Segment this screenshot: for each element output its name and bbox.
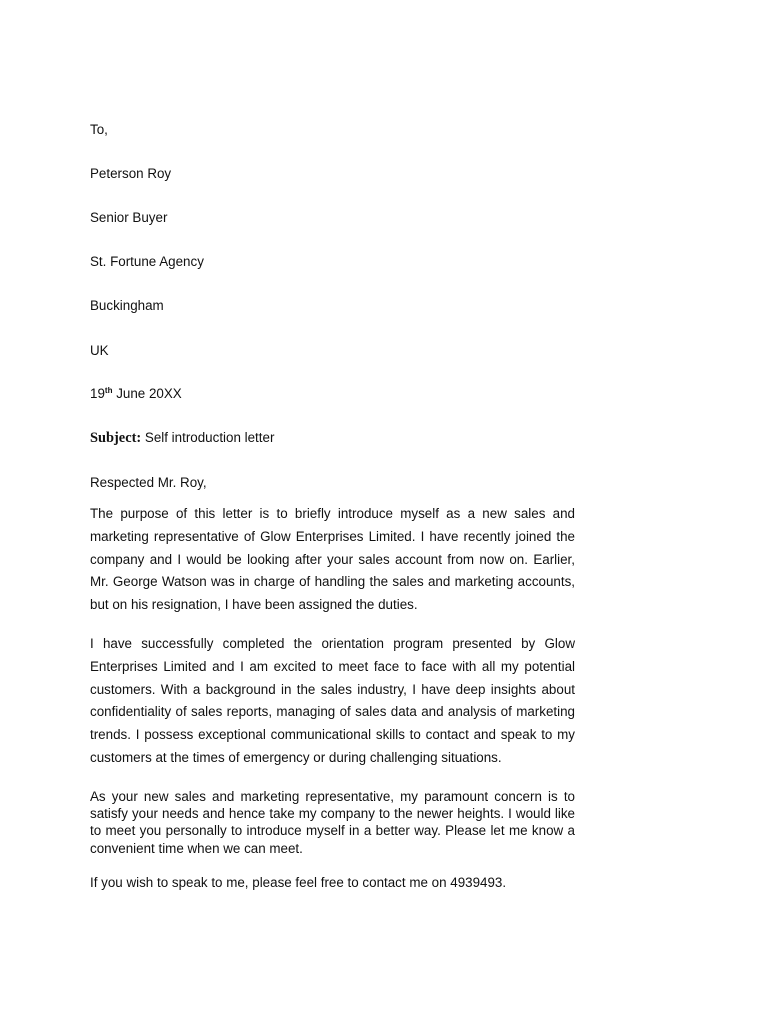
closing-line: If you wish to speak to me, please feel free to contact me on 4939493. — [90, 875, 507, 890]
body-paragraph-1: The purpose of this letter is to briefly introduce myself as a new sales and marketing representative of Glow Enterprises Limited. I have recently joined the company and I would be looking after your sales account from now on. Earlier, Mr. George Watson was in charge of handling the sales and marketing accounts, but on his resignation, I have been assigned the duties. — [90, 506, 575, 613]
recipient-country: UK — [90, 343, 109, 358]
subject-line — [90, 430, 274, 446]
date-rest: June 20XX — [112, 386, 182, 401]
recipient-city: Buckingham — [90, 298, 164, 313]
subject-text: Self introduction letter — [141, 430, 275, 445]
to-label: To, — [90, 122, 108, 137]
date-suffix: th — [104, 386, 113, 395]
recipient-name: Peterson Roy — [90, 166, 172, 181]
subject-label: Subject: — [90, 430, 142, 446]
recipient-title: Senior Buyer — [90, 210, 168, 225]
recipient-company: St. Fortune Agency — [90, 254, 204, 269]
greeting: Respected Mr. Roy, — [90, 475, 207, 490]
body-paragraph-3: As your new sales and marketing representative, my paramount concern is to satisfy your needs and hence take my company to the newer heights. I would like to meet you personally to introduce myself in a better way. Please let me know a convenient time when we can meet. — [90, 789, 575, 856]
date-day: 19 — [90, 386, 105, 401]
body-paragraph-2: I have successfully completed the orientation program presented by Glow Enterprises Limited and I am excited to meet face to face with all my potential customers. With a background in the sales industry, I have deep insights about confidentiality of sales reports, managing of sales data and analysis of marketing trends. I possess exceptional communicational skills to contact and speak to my customers at the times of emergency or during challenging situations. — [90, 636, 575, 765]
letter-date — [90, 386, 182, 402]
